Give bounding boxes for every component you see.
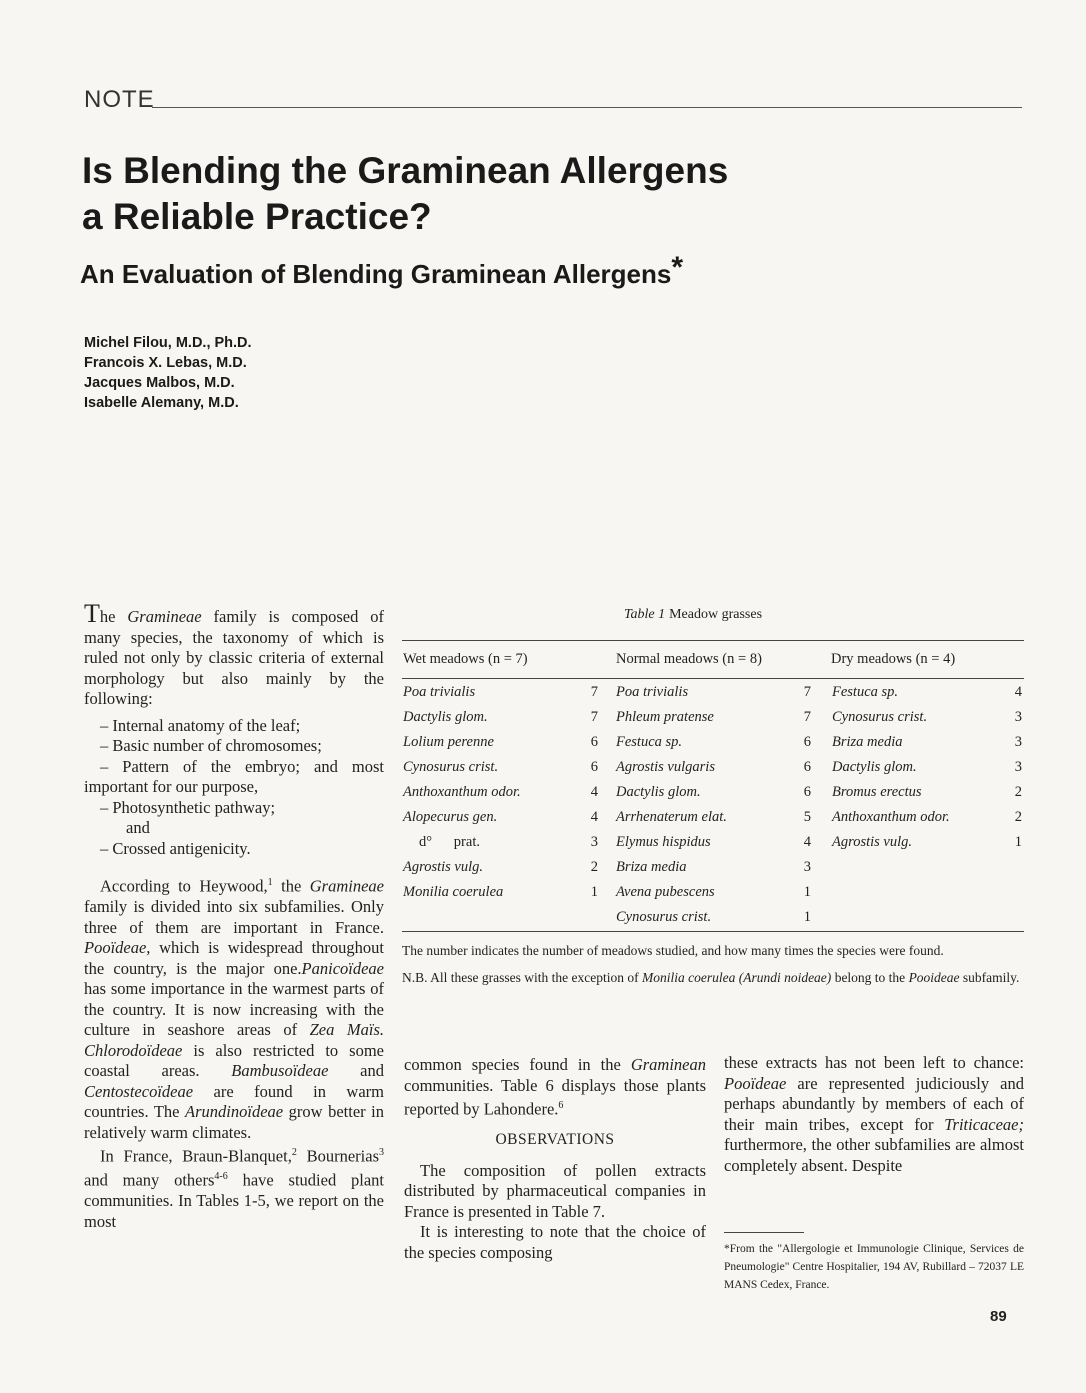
table-note [402, 966, 1024, 989]
list-item: – Internal anatomy of the leaf; [100, 715, 301, 735]
column-header: Dry meadows (n = 4) [831, 651, 956, 667]
list-item: – Basic number of chromosomes; [100, 736, 322, 755]
species: Dactylis glom. [616, 784, 701, 800]
text: furthermore, the other subfamilies are almost completely absent. Despite [724, 1135, 1024, 1175]
text: have studied plant communities. In Tables 1-5, we report on the most [84, 1170, 384, 1231]
species: Bromus erectus [832, 784, 922, 800]
species: Briza media [616, 859, 687, 875]
table-caption [624, 607, 762, 623]
taxon: Zea Maïs. [309, 1020, 384, 1039]
species: Festuca sp. [832, 684, 899, 700]
author: Francois X. Lebas, M.D. [84, 355, 247, 371]
species: Cynosurus crist. [832, 709, 928, 725]
species: Anthoxanthum odor. [403, 784, 521, 800]
author: Michel Filou, M.D., Ph.D. [84, 335, 252, 351]
table-row [403, 705, 598, 730]
table-note: The number indicates the number of meadows studied, and how many times the species were found. [402, 943, 944, 958]
text: subfamily. [959, 970, 1020, 985]
taxon: Gramineae [127, 607, 202, 626]
taxon: Chlorodoïdeae [84, 1040, 183, 1060]
table-row [616, 855, 811, 880]
footnote: *From the "Allergologie et Immunologie Clinique, Services de Pneumologie" Centre Hospitalier, 194 AV, Rubillard – 72037 LE MANS Cedex, France. [724, 1243, 1024, 1291]
text: the [272, 876, 310, 896]
species: Arrhenaterum elat. [616, 809, 727, 825]
count: 6 [590, 759, 598, 775]
author-list [84, 333, 252, 413]
count: 4 [1014, 684, 1022, 700]
table-title: Meadow grasses [669, 607, 763, 622]
paragraph [84, 1143, 384, 1232]
text: has some importance in the warmest parts of the country. It is now increasing with the culture in seashore areas of [84, 979, 384, 1039]
species: Elymus hispidus [616, 834, 711, 850]
text: common species found in the [404, 1055, 631, 1074]
table-row [616, 830, 811, 855]
footnote-mark: * [671, 251, 684, 284]
table-row [403, 880, 598, 905]
count: 2 [590, 859, 598, 875]
table-notes [402, 939, 1024, 993]
count: 7 [803, 709, 811, 725]
citation: 3 [379, 1147, 384, 1158]
column-header: Normal meadows (n = 8) [616, 651, 762, 667]
paragraph [84, 599, 384, 710]
count: 5 [803, 809, 811, 825]
table-row [832, 705, 1022, 730]
taxon: Arundinoïdeae [185, 1102, 284, 1121]
count: 3 [803, 859, 811, 875]
text: According to Heywood, [100, 876, 268, 896]
table-row [616, 905, 811, 930]
section-label: NOTE [84, 86, 155, 113]
list-item: and [126, 818, 150, 837]
count: 6 [590, 734, 598, 750]
author: Isabelle Alemany, M.D. [84, 395, 239, 411]
text: grow better in relatively warm climates. [84, 1102, 384, 1142]
table-column-wet [403, 680, 598, 905]
species: Poa trivialis [616, 684, 689, 700]
text: family is divided into six subfamilies. Only three of them are important in France. [84, 897, 384, 937]
table-row [616, 880, 811, 905]
count: 3 [1014, 734, 1022, 750]
table-row [616, 805, 811, 830]
table-column-normal [616, 680, 811, 930]
table-row [403, 855, 598, 880]
author: Jacques Malbos, M.D. [84, 375, 235, 391]
list-item: – Crossed antigenicity. [100, 838, 251, 858]
count: 2 [1014, 784, 1022, 800]
species: Lolium perenne [403, 734, 494, 750]
text: communities. Table 6 displays those plants reported by Lahondere. [404, 1075, 706, 1119]
table-row [616, 705, 811, 730]
text: N.B. All these grasses with the exception of [402, 970, 642, 985]
count: 4 [803, 834, 811, 850]
text: family is composed of many species, the taxonomy of which is ruled not only by classic criteria of external morphology but also mainly by the following: [84, 607, 384, 708]
article-subtitle [80, 251, 684, 291]
count: 1 [803, 909, 811, 925]
species: Festuca sp. [616, 734, 683, 750]
header-rule [152, 107, 1022, 108]
species: Agrostis vulgaris [616, 759, 715, 775]
text: In France, Braun-Blanquet, [100, 1146, 292, 1166]
species: Briza media [832, 734, 903, 750]
title-line-1: Is Blending the Graminean Allergens [82, 150, 729, 191]
count: 1 [590, 884, 598, 900]
drop-cap: T [84, 599, 100, 628]
table-row [832, 805, 1022, 830]
count: 3 [590, 834, 598, 850]
count: 6 [803, 759, 811, 775]
table-row [616, 780, 811, 805]
list-item: – Pattern of the embryo; and most important for our purpose, [84, 756, 384, 796]
paragraph [724, 1053, 1024, 1176]
count: 6 [803, 734, 811, 750]
subtitle-text: An Evaluation of Blending Graminean Allergens [80, 259, 672, 289]
species: Monilia coerulea [403, 884, 504, 900]
text: belong to the [831, 970, 909, 985]
body-column-2 [404, 1055, 706, 1263]
table-row [403, 780, 598, 805]
count: 7 [590, 709, 598, 725]
section-heading: OBSERVATIONS [495, 1131, 615, 1148]
species: d° prat. [419, 834, 480, 850]
list-item: – Photosynthetic pathway; [100, 797, 276, 817]
count: 7 [803, 684, 811, 700]
table-row [832, 730, 1022, 755]
species: Anthoxanthum odor. [832, 809, 950, 825]
species: Alopecurus gen. [403, 809, 498, 825]
citation: 1 [267, 877, 273, 888]
table-rule [402, 678, 1024, 679]
count: 1 [803, 884, 811, 900]
taxon: Bambusoïdeae [231, 1061, 329, 1080]
taxon: Centostecoïdeae [84, 1081, 194, 1101]
title-line-2: a Reliable Practice? [82, 196, 432, 237]
table-row [616, 680, 811, 705]
table-row [832, 830, 1022, 855]
table-row [832, 755, 1022, 780]
citation: 4-6 [214, 1171, 228, 1182]
table-row [403, 730, 598, 755]
column-header: Wet meadows (n = 7) [403, 651, 528, 667]
paragraph: It is interesting to note that the choice of the species composing [404, 1222, 706, 1262]
body-column-3 [724, 1053, 1024, 1176]
species: Dactylis glom. [832, 759, 917, 775]
article-title [82, 148, 982, 240]
text: he [99, 607, 128, 626]
table-label: Table 1 [624, 607, 666, 622]
taxon: Pooideae [908, 970, 960, 985]
species: Agrostis vulg. [403, 859, 484, 875]
table-row [403, 755, 598, 780]
paragraph [84, 873, 384, 1143]
text: which is widespread throughout the country, is the major one. [84, 938, 384, 978]
table-row [403, 805, 598, 830]
text: is also restricted to some coastal areas. [84, 1040, 384, 1080]
table-row [403, 680, 598, 705]
species: Phleum pratense [616, 709, 714, 725]
table-row [832, 680, 1022, 705]
taxon: Graminean [630, 1055, 706, 1074]
count: 6 [803, 784, 811, 800]
text: are represented judiciously and perhaps abundantly by members of each of their main tribes, except for [724, 1073, 1024, 1134]
text: Bournerias [296, 1146, 379, 1166]
taxon: Pooïdeae, [84, 938, 151, 957]
taxon: Monilia coerulea (Arundi noideae) [641, 970, 832, 985]
count: 1 [1014, 834, 1022, 850]
taxon: Gramineae [309, 876, 384, 896]
table-column-dry [832, 680, 1022, 855]
species: Cynosurus crist. [616, 909, 712, 925]
count: 4 [590, 784, 598, 800]
table-row [403, 830, 598, 855]
taxon: Panicoïdeae [301, 958, 384, 978]
table-rule [402, 640, 1024, 641]
table-row [616, 730, 811, 755]
body-column-1 [84, 599, 384, 1232]
species: Agrostis vulg. [832, 834, 913, 850]
footnote-rule [724, 1232, 804, 1233]
table-row [616, 755, 811, 780]
table-row [832, 780, 1022, 805]
paragraph: The composition of pollen extracts distributed by pharmaceutical companies in France is presented in Table 7. [404, 1160, 706, 1221]
species: Avena pubescens [616, 884, 715, 900]
count: 7 [590, 684, 598, 700]
table-rule [402, 931, 1024, 932]
count: 3 [1014, 709, 1022, 725]
citation: 2 [291, 1147, 297, 1158]
species: Dactylis glom. [403, 709, 488, 725]
count: 2 [1014, 809, 1022, 825]
page-number: 89 [990, 1308, 1007, 1325]
count: 3 [1014, 759, 1022, 775]
text: are found in warm countries. The [84, 1081, 384, 1121]
text: and many others [84, 1170, 215, 1190]
taxon: Pooïdeae [724, 1073, 787, 1093]
species: Cynosurus crist. [403, 759, 499, 775]
paragraph [404, 1055, 706, 1120]
citation: 6 [558, 1100, 564, 1111]
species: Poa trivialis [403, 684, 476, 700]
taxon: Triticaceae; [944, 1114, 1024, 1134]
text: these extracts has not been left to chance: [724, 1053, 1024, 1072]
count: 4 [590, 809, 598, 825]
text: and [328, 1061, 384, 1080]
